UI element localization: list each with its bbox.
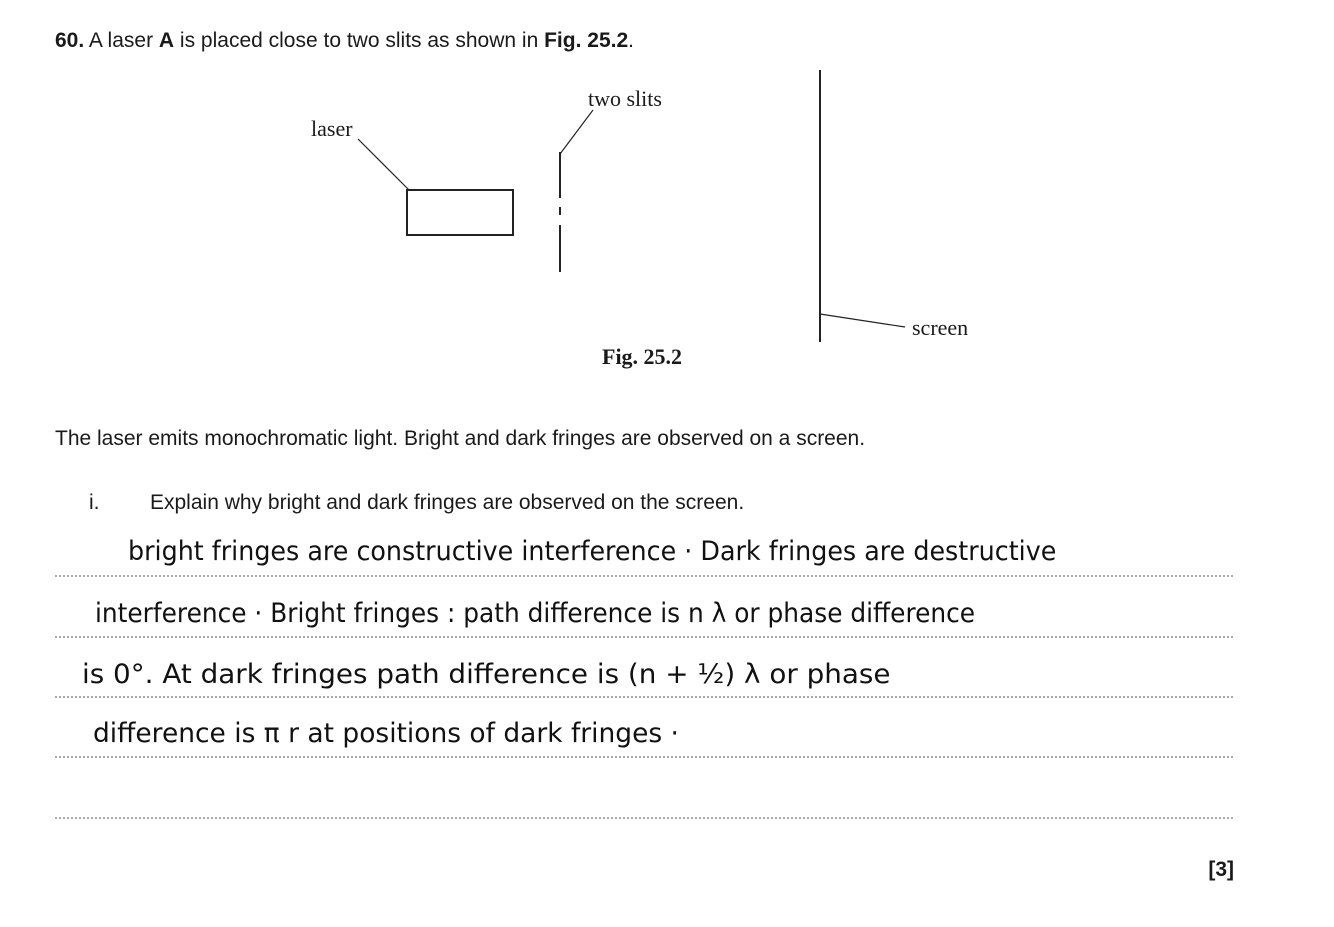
subquestion-number: i. xyxy=(89,491,100,514)
handwritten-answer-line-1: bright fringes are constructive interference · Dark fringes are destructive xyxy=(128,536,1057,567)
question-text-end: . xyxy=(628,29,634,52)
handwritten-answer-line-3: is 0°. At dark fringes path difference is (n + ½) λ or phase xyxy=(82,659,891,690)
question-text-middle: is placed close to two slits as shown in xyxy=(174,29,545,52)
figure-reference: Fig. 25.2 xyxy=(544,29,629,52)
subquestion-text: Explain why bright and dark fringes are observed on the screen. xyxy=(150,491,745,514)
question-number: 60. xyxy=(55,29,85,52)
laser-label: laser xyxy=(311,116,353,141)
laser-name: A xyxy=(158,29,175,52)
question-text-before: A laser xyxy=(84,29,159,52)
handwritten-answer-line-4: difference is π r at positions of dark fringes · xyxy=(93,718,679,749)
handwritten-answer-line-2: interference · Bright fringes : path difference is n λ or phase difference xyxy=(95,598,976,629)
screen-label: screen xyxy=(912,315,969,340)
intro-paragraph: The laser emits monochromatic light. Bright and dark fringes are observed on a screen. xyxy=(55,427,866,450)
figure-caption: Fig. 25.2 xyxy=(602,344,683,369)
marks-label: [3] xyxy=(1208,858,1234,881)
slits-label: two slits xyxy=(588,86,662,111)
